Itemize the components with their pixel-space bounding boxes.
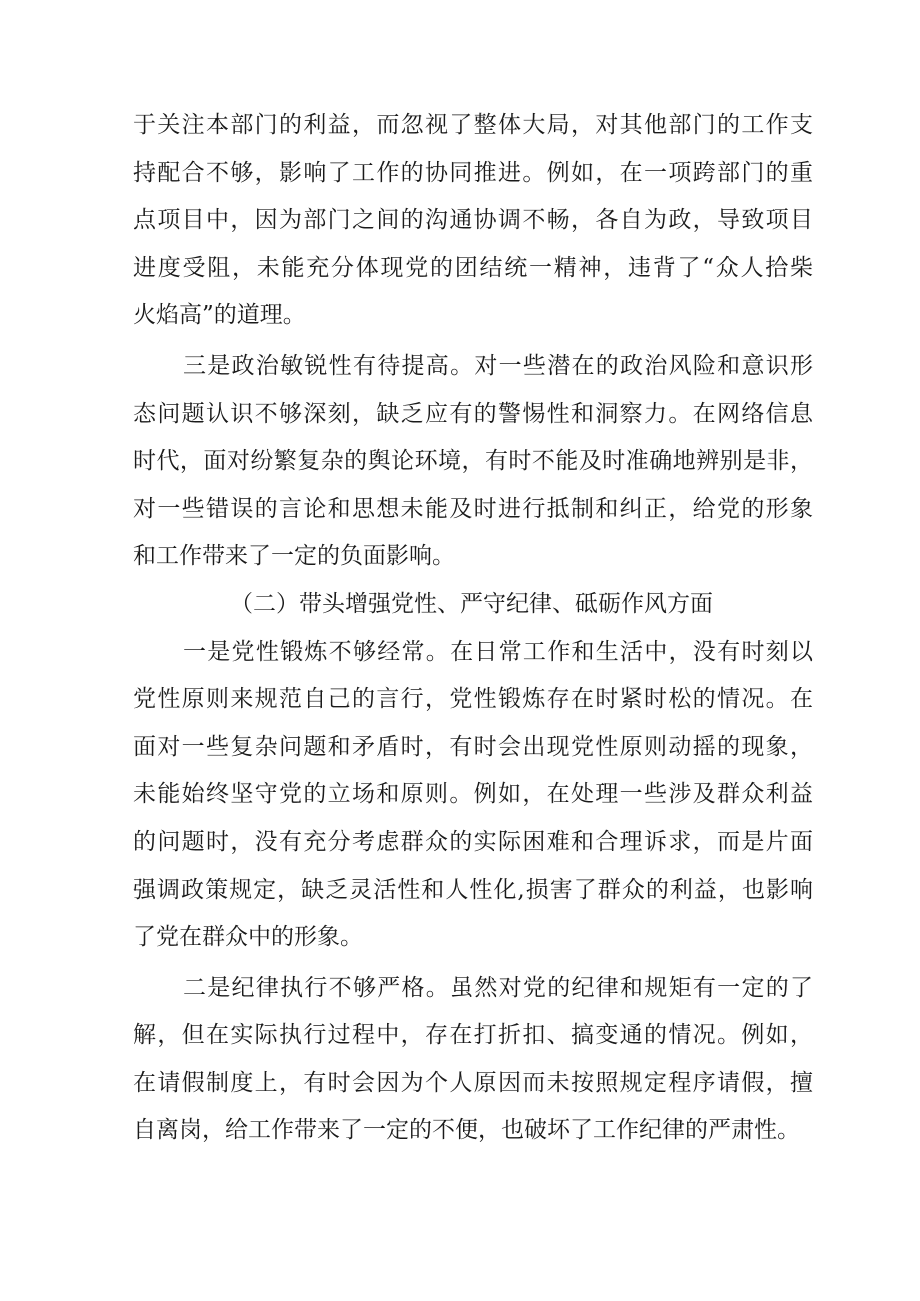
text-line: 态问题认识不够深刻，缺乏应有的警惕性和洞察力。在网络信息	[133, 400, 813, 427]
text-line: 解，但在实际执行过程中，存在打折扣、搞变通的情况。例如，	[133, 1022, 813, 1049]
text-line: 对一些错误的言论和思想未能及时进行抵制和纠正，给党的形象	[133, 495, 813, 522]
text-line: 三是政治敏锐性有待提高。对一些潜在的政治风险和意识形	[183, 352, 813, 379]
text-line: 和工作带来了一定的负面影响。	[133, 543, 455, 570]
text-line: 的问题时，没有充分考虑群众的实际困难和合理诉求，而是片面	[133, 828, 813, 855]
text-line: 于关注本部门的利益，而忽视了整体大局，对其他部门的工作支	[133, 112, 813, 138]
paragraph-continued	[133, 102, 813, 340]
paragraph-discipline	[133, 965, 813, 1155]
text-line: 在请假制度上，有时会因为个人原因而未按照规定程序请假，擅	[133, 1069, 813, 1096]
text-line: 一是党性锻炼不够经常。在日常工作和生活中，没有时刻以	[183, 638, 813, 665]
text-line: 强调政策规定，缺乏灵活性和人性化,损害了群众的利益，也影响	[133, 876, 813, 903]
text-line: 了党在群众中的形象。	[133, 924, 363, 951]
paragraph-party-spirit	[133, 629, 813, 962]
text-line: 面对一些复杂问题和矛盾时，有时会出现党性原则动摇的现象，	[133, 733, 813, 760]
text-line: 未能始终坚守党的立场和原则。例如，在处理一些涉及群众利益	[133, 781, 813, 808]
text-line: 党性原则来规范自己的言行，党性锻炼存在时紧时松的情况。在	[133, 686, 813, 713]
text-line: 时代，面对纷繁复杂的舆论环境，有时不能及时准确地辨别是非，	[133, 448, 813, 475]
text-line: 持配合不够，影响了工作的协同推进。例如，在一项跨部门的重	[133, 159, 813, 186]
section-heading: （二）带头增强党性、严守纪律、砥砺作风方面	[230, 590, 713, 617]
text-line: 进度受阻，未能充分体现党的团结统一精神，违背了“众人拾柴	[133, 254, 813, 281]
document-body	[133, 102, 813, 1155]
text-line: 二是纪律执行不够严格。虽然对党的纪律和规矩有一定的了	[183, 974, 813, 1001]
text-line: 自离岗，给工作带来了一定的不便，也破坏了工作纪律的严肃性。	[133, 1117, 800, 1144]
paragraph-political-sensitivity	[133, 343, 813, 581]
text-line: 点项目中，因为部门之间的沟通协调不畅，各自为政，导致项目	[133, 207, 813, 234]
text-line: 火焰高”的道理。	[133, 302, 306, 329]
